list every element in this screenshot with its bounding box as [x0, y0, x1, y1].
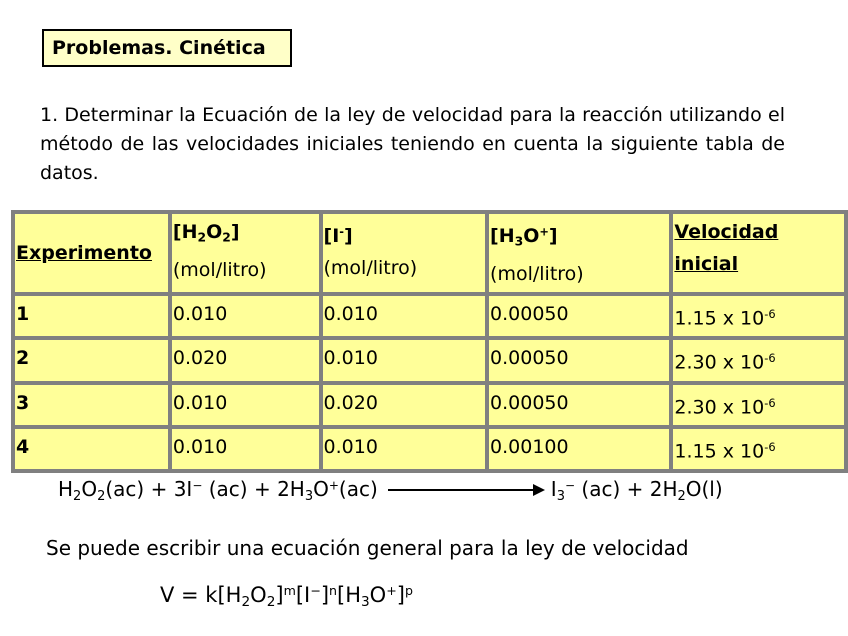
header-h2o2-unit: (mol/litro): [172, 258, 267, 281]
general-statement: Se puede escribir una ecuación general para la ley de velocidad: [46, 536, 689, 560]
cell-h2o2: 0.010: [170, 294, 321, 338]
cell-h3o: 0.00050: [487, 294, 671, 338]
table-row: [13, 294, 846, 338]
cell-iodide: 0.020: [321, 383, 488, 427]
cell-h3o: 0.00050: [487, 338, 671, 382]
page-title: Problemas. Cinética: [52, 37, 266, 59]
header-h3o-unit: (mol/litro): [490, 262, 584, 285]
header-iodide: [I-] (mol/litro): [321, 212, 488, 294]
cell-h2o2: 0.010: [170, 427, 321, 471]
header-velocidad: Velocidad inicial: [671, 212, 846, 294]
cell-experimento: 4: [13, 427, 170, 471]
reaction-reactants: $H_2O_2(ac) + 3I^-$ $(ac) + 2H_3O^+(ac)$: [58, 477, 378, 504]
cell-velocidad: 1.15 x $10^{-6}$: [671, 294, 846, 338]
kinetics-data-table: [11, 210, 848, 473]
header-h3o: $[H_3O^+]$ (mol/litro): [487, 212, 671, 294]
header-iodide-unit: (mol/litro): [323, 257, 418, 280]
cell-experimento: 1: [13, 294, 170, 338]
header-experimento: Experimento: [13, 212, 170, 294]
cell-h3o: 0.00100: [487, 427, 671, 471]
cell-velocidad: 2.30 x $10^{-6}$: [671, 338, 846, 382]
cell-iodide: 0.010: [321, 294, 488, 338]
table-header-row: [13, 212, 846, 294]
cell-experimento: 2: [13, 338, 170, 382]
cell-h2o2: 0.020: [170, 338, 321, 382]
header-h2o2: $[H_2O_2]$ (mol/litro): [170, 212, 321, 294]
reaction-products: $I_3^-$ $(ac) + 2H_2O(l)$: [550, 477, 723, 504]
cell-iodide: 0.010: [321, 338, 488, 382]
cell-h2o2: 0.010: [170, 383, 321, 427]
chemical-reaction: [58, 477, 723, 504]
cell-velocidad: 2.30 x $10^{-6}$: [671, 383, 846, 427]
table-body: [13, 294, 846, 471]
reaction-arrow-icon: [388, 489, 543, 491]
cell-velocidad: 1.15 x $10^{-6}$: [671, 427, 846, 471]
cell-h3o: 0.00050: [487, 383, 671, 427]
table-row: [13, 338, 846, 382]
page-title-box: [42, 29, 292, 67]
table-row: [13, 427, 846, 471]
table-row: [13, 383, 846, 427]
cell-experimento: 3: [13, 383, 170, 427]
problem-statement: 1. Determinar la Ecuación de la ley de velocidad para la reacción utilizando el método de las velocidades iniciales teniendo en cuenta la siguiente tabla de datos.: [40, 104, 785, 184]
cell-iodide: 0.010: [321, 427, 488, 471]
rate-law-equation: $V = k[H_2O_2]^m[I^-]^n[H_3O^+]^p$: [160, 583, 413, 611]
